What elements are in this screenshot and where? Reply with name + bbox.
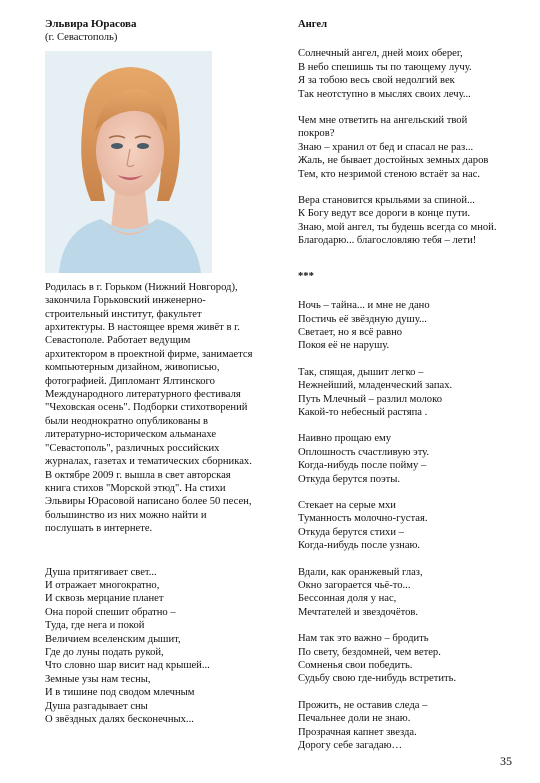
- poem-line: По свету, бездомней, чем ветер.: [298, 646, 441, 658]
- poem-line: Так неотступно в мыслях своих лечу...: [298, 88, 471, 100]
- poem-line: Тем, кто незримой стеною встаёт за нас.: [298, 168, 481, 180]
- stanza: [298, 114, 520, 181]
- poem-line: Жаль, не бывает достойных земных даров: [298, 155, 489, 167]
- poem-line: Сомненья свои победить.: [298, 660, 413, 672]
- poem-line: Где до луны подать рукой,: [45, 646, 164, 658]
- bio-line: книга стихов "Морской этюд". На стихи: [45, 482, 226, 494]
- poem-line: Она порой спешит обратно –: [45, 606, 176, 618]
- poem-line: Мечтателей и звездочётов.: [298, 606, 419, 618]
- poem-line: О звёздных далях бесконечных...: [45, 714, 194, 725]
- poem-line: Что словно шар висит над крышей...: [45, 660, 210, 672]
- poem-line: покров?: [298, 128, 335, 140]
- poem-line: Наивно прощаю ему: [298, 433, 392, 445]
- poem-line: Вера становится крыльями за спиной...: [298, 195, 475, 207]
- poem-line: И в тишине под сводом млечным: [45, 687, 195, 699]
- bio-line: фотографией. Дипломант Ялтинского: [45, 375, 215, 387]
- bio-line: Севастополе. Работает ведущим: [45, 335, 191, 347]
- bio-line: "Севастополь", различных российских: [45, 442, 220, 454]
- poem-line: Туманность молочно-густая.: [298, 513, 428, 525]
- left-column: [45, 18, 270, 726]
- poem-line: Когда-нибудь после узнаю.: [298, 540, 421, 552]
- bio-line: "Чеховская осень". Подборки стихотворений: [45, 402, 248, 414]
- poem-line: Я за тобою весь свой недолгий век: [298, 75, 455, 87]
- stanza: [298, 566, 520, 620]
- bio-line: литературно-историческом альманахе: [45, 429, 217, 441]
- stanza: [298, 366, 520, 420]
- bio-line: строительный институт, факультет: [45, 308, 202, 320]
- poem-line: Постичь её звёздную душу...: [298, 313, 427, 325]
- bio-line: Эльвиры Юрасовой написано более 50 песен,: [45, 496, 252, 508]
- poem-line: Знаю, мой ангел, ты будешь всегда со мной.: [298, 221, 497, 233]
- poem-line: Окно загорается чьё-то...: [298, 580, 411, 591]
- bio-line: большинство из них можно найти и: [45, 509, 207, 521]
- poem-soul: [45, 566, 270, 727]
- poem-line: В небо спешишь ты по тающему лучу.: [298, 61, 472, 73]
- author-name: Эльвира Юрасова: [45, 18, 137, 30]
- stanza: [298, 499, 520, 553]
- poem-line: И сквозь мерцание планет: [45, 593, 164, 605]
- poem-line: Вдали, как оранжевый глаз,: [298, 566, 423, 578]
- poem-line: Дорогу себе загадаю…: [298, 740, 403, 752]
- poem-title: Ангел: [298, 19, 328, 30]
- poem-line: Оплошность счастливую эту.: [298, 446, 430, 458]
- poem-line: Какой-то небесный растяпа .: [298, 406, 428, 418]
- poem-line: Светает, но я всё равно: [298, 326, 403, 338]
- poem-line: Благодарю... благословляю тебя – лети!: [298, 235, 477, 247]
- poem-line: Душа разгадывает сны: [45, 700, 148, 712]
- page-number: 35: [500, 754, 512, 768]
- poem-line: И отражает многократно,: [45, 579, 160, 591]
- bio-line: были неоднократно опубликованы в: [45, 415, 209, 427]
- poem-line: Земные узы нам тесны,: [45, 673, 151, 685]
- stanza: [298, 194, 520, 248]
- poem-line: Так, спящая, дышит легко –: [298, 366, 424, 378]
- poem-line: Печальнее доли не знаю.: [298, 713, 411, 725]
- bio-line: Родилась в г. Горьком (Нижний Новгород),: [45, 281, 238, 293]
- poem-line: Солнечный ангел, дней моих оберег,: [298, 48, 463, 60]
- poem-line: К Богу ведут все дороги в конце пути.: [298, 208, 471, 220]
- right-column: [298, 18, 520, 765]
- poem-line: Туда, где нега и покой: [45, 620, 145, 632]
- stanza: [298, 699, 520, 753]
- poem-line: Нам так это важно – бродить: [298, 633, 429, 645]
- author-photo: [45, 51, 212, 273]
- stanza: [298, 299, 520, 353]
- author-city: (г. Севастополь): [45, 32, 118, 44]
- stanza: [298, 432, 520, 486]
- poem-line: Чем мне ответить на ангельский твой: [298, 115, 468, 127]
- poem-line: Покоя её не нарушу.: [298, 340, 390, 352]
- poem-angel: [298, 47, 520, 247]
- portrait-image: [45, 51, 212, 273]
- stanza: [298, 632, 520, 686]
- bio-line: журналах, газетах и тематических сборниках.: [45, 456, 252, 468]
- poem-line: Путь Млечный – разлил молоко: [298, 393, 443, 405]
- poem-night: [298, 299, 520, 752]
- section-separator: ***: [298, 270, 314, 282]
- poem-line: Когда-нибудь после пойму –: [298, 460, 427, 472]
- bio-line: компьютерным дизайном, живописью,: [45, 362, 220, 374]
- poem-line: Знаю – хранил от бед и спасал не раз...: [298, 141, 474, 153]
- poem-line: Нежнейший, младенческий запах.: [298, 380, 453, 392]
- bio-line: Международного литературного фестиваля: [45, 389, 241, 401]
- author-biography: [45, 281, 270, 536]
- stanza: [298, 47, 520, 101]
- poem-line: Прозрачная капнет звезда.: [298, 726, 417, 738]
- poem-line: Стекает на серые мхи: [298, 499, 396, 511]
- poem-line: Откуда берутся поэты.: [298, 473, 401, 485]
- poem-line: Бессонная доля у нас,: [298, 593, 397, 605]
- poem-line: Судьбу свою где-нибудь встретить.: [298, 673, 457, 685]
- bio-line: закончила Горьковский инженерно-: [45, 295, 206, 307]
- bio-line: архитектором в проектной фирме, занимается: [45, 348, 253, 360]
- poem-line: Откуда берутся стихи –: [298, 526, 404, 538]
- bio-line: В октябре 2009 г. вышла в свет авторская: [45, 469, 231, 481]
- poem-line: Прожить, не оставив следа –: [298, 699, 428, 711]
- bio-line: послушать в интернете.: [45, 523, 153, 535]
- poem-line: Величием вселенским дышит,: [45, 633, 181, 645]
- poem-line: Душа притягивает свет...: [45, 566, 157, 578]
- bio-line: архитектуры. В настоящее время живёт в г.: [45, 322, 240, 334]
- poem-line: Ночь – тайна... и мне не дано: [298, 300, 430, 312]
